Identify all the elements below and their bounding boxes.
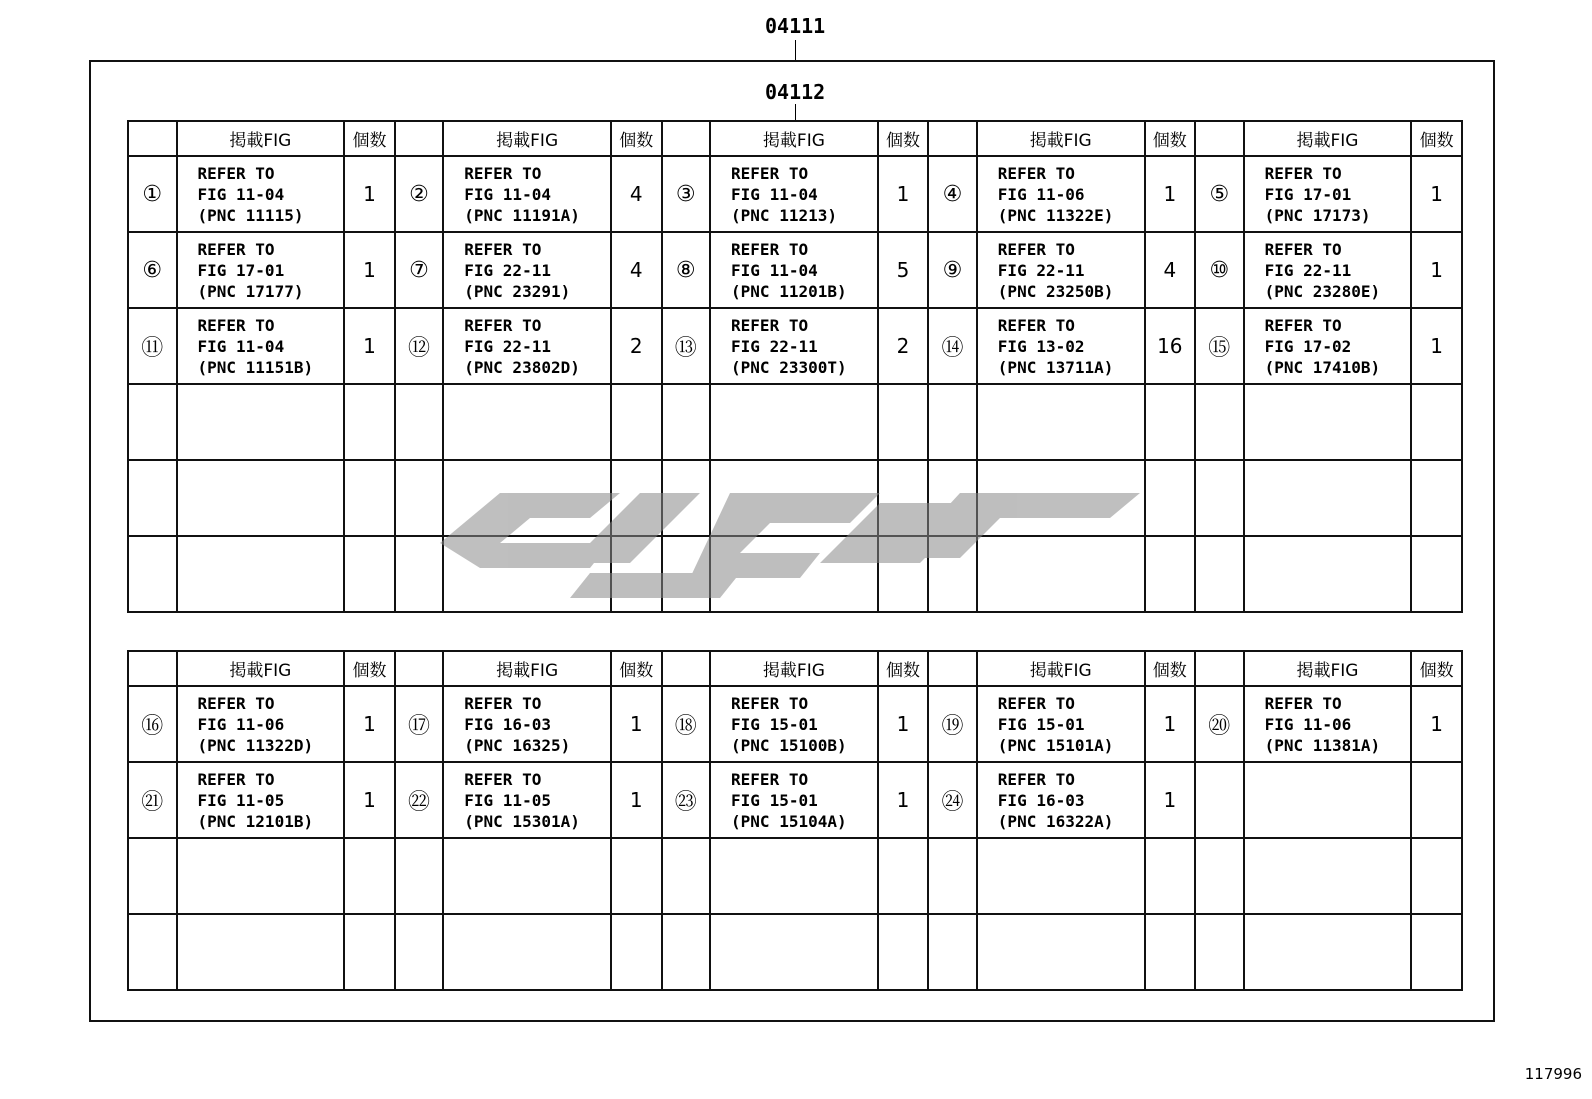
quantity xyxy=(344,838,395,914)
quantity xyxy=(611,838,662,914)
fig-reference: REFER TO FIG 15-01 (PNC 15104A) xyxy=(710,762,878,838)
item-number xyxy=(928,914,977,990)
fig-reference xyxy=(1244,914,1412,990)
quantity: 2 xyxy=(611,308,662,384)
item-number: ⑬ xyxy=(662,308,711,384)
quantity: 2 xyxy=(878,308,929,384)
fig-reference: REFER TO FIG 11-06 (PNC 11322D) xyxy=(177,686,345,762)
fig-reference: REFER TO FIG 11-05 (PNC 15301A) xyxy=(443,762,611,838)
header-index-cell xyxy=(662,651,711,686)
item-number: ① xyxy=(128,156,177,232)
quantity xyxy=(611,384,662,460)
header-index-cell xyxy=(128,651,177,686)
item-number: ⑥ xyxy=(128,232,177,308)
item-number xyxy=(128,838,177,914)
quantity: 1 xyxy=(878,156,929,232)
header-qty: 個数 xyxy=(611,651,662,686)
item-number xyxy=(395,838,444,914)
quantity: 1 xyxy=(878,762,929,838)
fig-reference: REFER TO FIG 15-01 (PNC 15101A) xyxy=(977,686,1145,762)
item-number xyxy=(1195,838,1244,914)
quantity xyxy=(1411,838,1462,914)
item-number xyxy=(1195,384,1244,460)
quantity xyxy=(1411,914,1462,990)
table-header-row xyxy=(128,121,1462,156)
fig-reference xyxy=(977,460,1145,536)
item-number xyxy=(1195,762,1244,838)
quantity xyxy=(1411,536,1462,612)
header-qty: 個数 xyxy=(1145,121,1196,156)
header-fig: 掲載FIG xyxy=(710,121,878,156)
fig-reference: REFER TO FIG 17-01 (PNC 17177) xyxy=(177,232,345,308)
fig-reference: REFER TO FIG 11-04 (PNC 11213) xyxy=(710,156,878,232)
fig-reference: REFER TO FIG 22-11 (PNC 23250B) xyxy=(977,232,1145,308)
fig-reference: REFER TO FIG 11-04 (PNC 11201B) xyxy=(710,232,878,308)
quantity: 1 xyxy=(878,686,929,762)
quantity xyxy=(1411,460,1462,536)
item-number xyxy=(395,536,444,612)
item-number: ㉒ xyxy=(395,762,444,838)
header-index-cell xyxy=(395,651,444,686)
table-row xyxy=(128,762,1462,838)
fig-reference xyxy=(1244,460,1412,536)
quantity: 1 xyxy=(344,762,395,838)
header-index-cell xyxy=(395,121,444,156)
quantity: 16 xyxy=(1145,308,1196,384)
table-row xyxy=(128,308,1462,384)
item-number: ⑯ xyxy=(128,686,177,762)
table-row xyxy=(128,460,1462,536)
fig-reference: REFER TO FIG 11-04 (PNC 11151B) xyxy=(177,308,345,384)
quantity xyxy=(611,460,662,536)
quantity xyxy=(878,384,929,460)
fig-reference xyxy=(710,460,878,536)
fig-reference xyxy=(977,914,1145,990)
quantity: 1 xyxy=(344,232,395,308)
header-index-cell xyxy=(662,121,711,156)
item-number xyxy=(928,384,977,460)
fig-reference: REFER TO FIG 11-06 (PNC 11381A) xyxy=(1244,686,1412,762)
header-fig: 掲載FIG xyxy=(443,651,611,686)
quantity: 4 xyxy=(611,232,662,308)
parts-table-upper xyxy=(127,120,1463,613)
header-qty: 個数 xyxy=(611,121,662,156)
item-number: ⑪ xyxy=(128,308,177,384)
quantity xyxy=(344,460,395,536)
parts-table-lower xyxy=(127,650,1463,991)
quantity xyxy=(611,536,662,612)
quantity xyxy=(1145,384,1196,460)
item-number: ⑭ xyxy=(928,308,977,384)
header-qty: 個数 xyxy=(1145,651,1196,686)
header-index-cell xyxy=(928,121,977,156)
fig-reference xyxy=(443,914,611,990)
fig-reference xyxy=(977,384,1145,460)
table-header-row xyxy=(128,651,1462,686)
header-fig: 掲載FIG xyxy=(443,121,611,156)
outer-label-tick xyxy=(795,40,796,60)
item-number: ④ xyxy=(928,156,977,232)
item-number: ⑱ xyxy=(662,686,711,762)
quantity: 1 xyxy=(1411,232,1462,308)
quantity: 1 xyxy=(611,762,662,838)
fig-reference xyxy=(710,838,878,914)
quantity: 1 xyxy=(1145,686,1196,762)
item-number xyxy=(128,914,177,990)
header-fig: 掲載FIG xyxy=(1244,121,1412,156)
quantity: 1 xyxy=(611,686,662,762)
group-label-outer: 04111 xyxy=(765,14,826,38)
fig-reference xyxy=(177,536,345,612)
fig-reference: REFER TO FIG 16-03 (PNC 16322A) xyxy=(977,762,1145,838)
quantity: 4 xyxy=(1145,232,1196,308)
figure-id: 117996 xyxy=(1524,1065,1582,1083)
fig-reference xyxy=(710,384,878,460)
fig-reference xyxy=(710,536,878,612)
fig-reference: REFER TO FIG 11-04 (PNC 11191A) xyxy=(443,156,611,232)
item-number xyxy=(928,460,977,536)
fig-reference xyxy=(1244,384,1412,460)
table-row xyxy=(128,914,1462,990)
fig-reference: REFER TO FIG 15-01 (PNC 15100B) xyxy=(710,686,878,762)
item-number xyxy=(128,536,177,612)
item-number xyxy=(662,838,711,914)
item-number xyxy=(395,460,444,536)
quantity: 1 xyxy=(1411,308,1462,384)
item-number xyxy=(662,384,711,460)
quantity: 1 xyxy=(1411,686,1462,762)
fig-reference xyxy=(443,384,611,460)
quantity xyxy=(344,536,395,612)
table-row xyxy=(128,156,1462,232)
item-number: ⑲ xyxy=(928,686,977,762)
quantity: 1 xyxy=(1145,762,1196,838)
fig-reference: REFER TO FIG 22-11 (PNC 23280E) xyxy=(1244,232,1412,308)
quantity: 1 xyxy=(1411,156,1462,232)
item-number: ⑤ xyxy=(1195,156,1244,232)
item-number xyxy=(662,460,711,536)
item-number: ㉓ xyxy=(662,762,711,838)
group-label-inner: 04112 xyxy=(765,80,826,104)
item-number xyxy=(395,384,444,460)
fig-reference xyxy=(977,536,1145,612)
fig-reference: REFER TO FIG 11-04 (PNC 11115) xyxy=(177,156,345,232)
header-index-cell xyxy=(1195,121,1244,156)
item-number xyxy=(662,536,711,612)
header-index-cell xyxy=(1195,651,1244,686)
table-row xyxy=(128,838,1462,914)
fig-reference xyxy=(1244,536,1412,612)
fig-reference xyxy=(177,384,345,460)
fig-reference: REFER TO FIG 11-05 (PNC 12101B) xyxy=(177,762,345,838)
header-fig: 掲載FIG xyxy=(977,121,1145,156)
quantity xyxy=(878,536,929,612)
item-number xyxy=(662,914,711,990)
item-number: ㉑ xyxy=(128,762,177,838)
fig-reference xyxy=(977,838,1145,914)
item-number xyxy=(928,838,977,914)
item-number xyxy=(128,384,177,460)
fig-reference xyxy=(177,838,345,914)
quantity xyxy=(344,914,395,990)
fig-reference xyxy=(710,914,878,990)
quantity xyxy=(1145,838,1196,914)
quantity xyxy=(878,838,929,914)
item-number: ⑰ xyxy=(395,686,444,762)
item-number xyxy=(1195,460,1244,536)
inner-label-tick xyxy=(795,104,796,120)
header-index-cell xyxy=(928,651,977,686)
quantity: 4 xyxy=(611,156,662,232)
fig-reference: REFER TO FIG 16-03 (PNC 16325) xyxy=(443,686,611,762)
fig-reference xyxy=(1244,762,1412,838)
fig-reference: REFER TO FIG 22-11 (PNC 23291) xyxy=(443,232,611,308)
quantity xyxy=(1145,914,1196,990)
fig-reference: REFER TO FIG 17-02 (PNC 17410B) xyxy=(1244,308,1412,384)
item-number: ⑨ xyxy=(928,232,977,308)
item-number xyxy=(1195,914,1244,990)
quantity xyxy=(1411,762,1462,838)
item-number: ② xyxy=(395,156,444,232)
fig-reference: REFER TO FIG 17-01 (PNC 17173) xyxy=(1244,156,1412,232)
item-number: ⑫ xyxy=(395,308,444,384)
quantity xyxy=(611,914,662,990)
header-qty: 個数 xyxy=(344,651,395,686)
fig-reference xyxy=(177,914,345,990)
quantity xyxy=(1145,536,1196,612)
table-row xyxy=(128,384,1462,460)
item-number: ㉔ xyxy=(928,762,977,838)
table-row xyxy=(128,536,1462,612)
quantity xyxy=(344,384,395,460)
header-qty: 個数 xyxy=(878,651,929,686)
item-number: ⑧ xyxy=(662,232,711,308)
header-index-cell xyxy=(128,121,177,156)
quantity: 1 xyxy=(344,308,395,384)
item-number xyxy=(1195,536,1244,612)
quantity: 5 xyxy=(878,232,929,308)
fig-reference xyxy=(177,460,345,536)
fig-reference: REFER TO FIG 11-06 (PNC 11322E) xyxy=(977,156,1145,232)
fig-reference xyxy=(443,838,611,914)
header-fig: 掲載FIG xyxy=(977,651,1145,686)
quantity xyxy=(878,914,929,990)
fig-reference: REFER TO FIG 22-11 (PNC 23300T) xyxy=(710,308,878,384)
item-number xyxy=(395,914,444,990)
quantity xyxy=(878,460,929,536)
quantity xyxy=(1411,384,1462,460)
header-fig: 掲載FIG xyxy=(177,121,345,156)
item-number xyxy=(128,460,177,536)
header-qty: 個数 xyxy=(1411,121,1462,156)
fig-reference xyxy=(443,536,611,612)
quantity: 1 xyxy=(1145,156,1196,232)
item-number: ⑳ xyxy=(1195,686,1244,762)
fig-reference xyxy=(1244,838,1412,914)
item-number xyxy=(928,536,977,612)
table-row xyxy=(128,686,1462,762)
fig-reference xyxy=(443,460,611,536)
header-fig: 掲載FIG xyxy=(177,651,345,686)
item-number: ⑩ xyxy=(1195,232,1244,308)
quantity xyxy=(1145,460,1196,536)
item-number: ③ xyxy=(662,156,711,232)
header-qty: 個数 xyxy=(1411,651,1462,686)
quantity: 1 xyxy=(344,686,395,762)
item-number: ⑮ xyxy=(1195,308,1244,384)
item-number: ⑦ xyxy=(395,232,444,308)
header-qty: 個数 xyxy=(878,121,929,156)
fig-reference: REFER TO FIG 13-02 (PNC 13711A) xyxy=(977,308,1145,384)
header-fig: 掲載FIG xyxy=(710,651,878,686)
fig-reference: REFER TO FIG 22-11 (PNC 23802D) xyxy=(443,308,611,384)
header-fig: 掲載FIG xyxy=(1244,651,1412,686)
header-qty: 個数 xyxy=(344,121,395,156)
table-row xyxy=(128,232,1462,308)
quantity: 1 xyxy=(344,156,395,232)
